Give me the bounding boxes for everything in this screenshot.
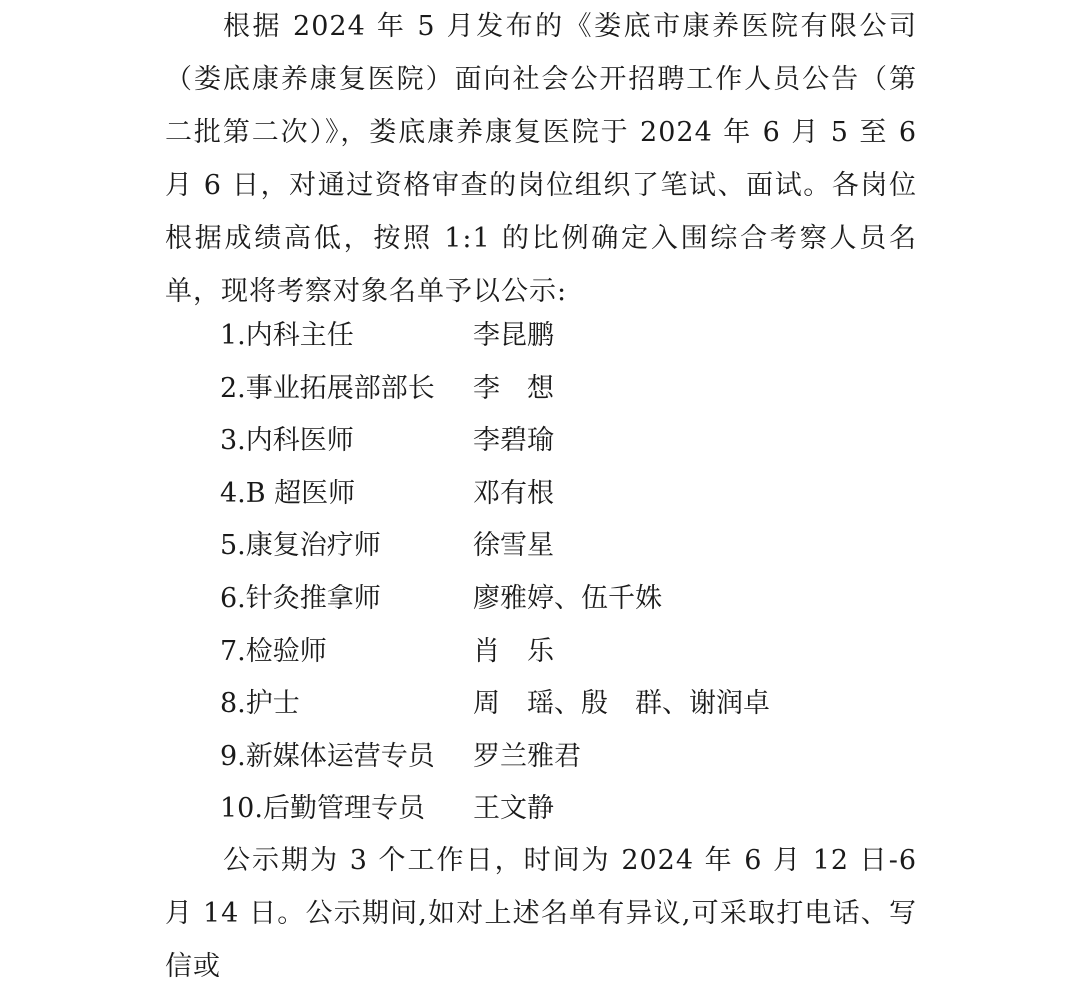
closing-paragraph: 公示期为 3 个工作日，时间为 2024 年 6 月 12 日-6 月 14 日。公示期间,如对上述名单有异议,可采取打电话、写信或 [165, 845, 917, 982]
candidate-names: 邓有根 [473, 477, 554, 509]
position-title: 2.事业拓展部部长 [220, 372, 435, 404]
position-title: 3.内科医师 [220, 425, 354, 457]
position-title: 7.检验师 [220, 635, 327, 667]
position-title: 6.针灸推拿师 [220, 582, 381, 614]
list-item [220, 626, 900, 679]
candidate-list [220, 310, 900, 836]
candidate-names: 王文静 [473, 793, 554, 825]
list-item [220, 573, 900, 626]
list-item [220, 731, 900, 784]
candidate-names: 罗兰雅君 [473, 740, 581, 772]
candidate-names: 李 想 [473, 372, 554, 404]
position-title: 4.B 超医师 [220, 477, 356, 509]
candidate-names: 肖 乐 [473, 635, 554, 667]
list-item [220, 520, 900, 573]
candidate-names: 徐雪星 [473, 530, 554, 562]
list-item [220, 678, 900, 731]
intro-paragraph: 根据 2024 年 5 月发布的《娄底市康养医院有限公司（娄底康养康复医院）面向社会公开招聘工作人员公告（第二批第二次）》，娄底康养康复医院于 2024 年 6 月 5 至 6 月 6 日，对通过资格审查的岗位组织了笔试、面试。各岗位根据成绩高低，按照 1:1 的比例确定入围综合考察人员名单，现将考察对象名单予以公示: [165, 11, 917, 307]
list-item [220, 363, 900, 416]
list-item [220, 415, 900, 468]
candidate-names: 李碧瑜 [473, 425, 554, 457]
candidate-names: 廖雅婷、伍千姝 [473, 582, 662, 614]
list-item [220, 783, 900, 836]
candidate-names: 周 瑶、殷 群、谢润卓 [473, 688, 770, 720]
list-item [220, 468, 900, 521]
position-title: 9.新媒体运营专员 [220, 740, 435, 772]
position-title: 1.内科主任 [220, 320, 354, 351]
position-title: 8.护士 [220, 688, 300, 720]
position-title: 5.康复治疗师 [220, 530, 381, 562]
candidate-names: 李昆鹏 [473, 320, 554, 351]
position-title: 10.后勤管理专员 [220, 793, 425, 825]
list-item [220, 310, 900, 363]
